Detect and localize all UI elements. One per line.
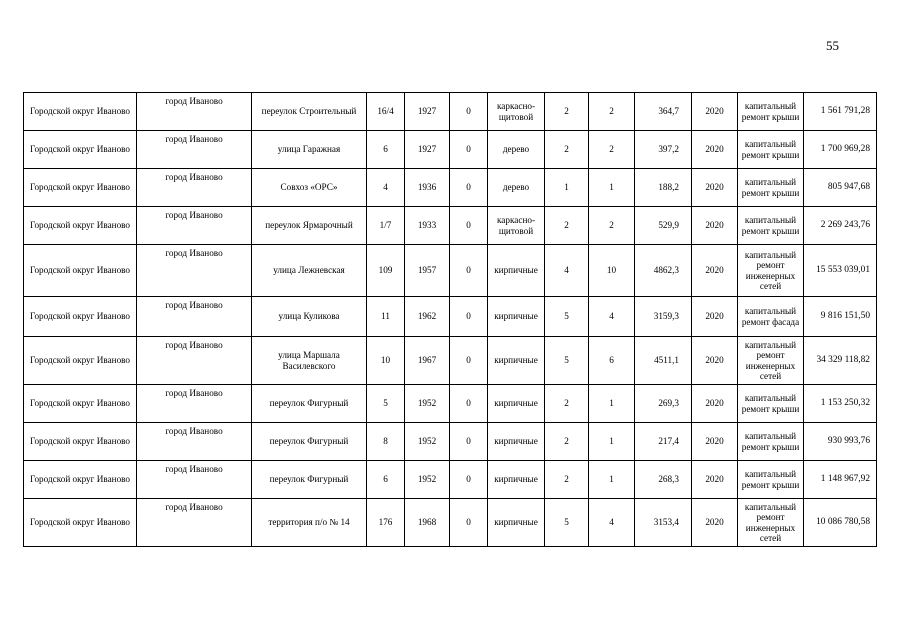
cell-floors: 5: [545, 297, 589, 337]
cell-settlement: город Иваново: [137, 245, 252, 297]
cell-area: 4511,1: [635, 337, 692, 385]
cell-floors: 2: [545, 131, 589, 169]
cell-planned-year: 2020: [692, 169, 738, 207]
table-row: [24, 461, 877, 499]
cell-floors: 5: [545, 337, 589, 385]
cell-work-type: капитальный ремонт крыши: [738, 131, 804, 169]
cell-street: переулок Фигурный: [252, 423, 367, 461]
cell-build-year: 1927: [405, 93, 450, 131]
cell-wall-material: каркасно-щитовой: [488, 207, 545, 245]
cell-street: переулок Строительный: [252, 93, 367, 131]
cell-commission-year: 0: [450, 207, 488, 245]
cell-cost: 10 086 780,58: [804, 499, 877, 547]
cell-commission-year: 0: [450, 385, 488, 423]
cell-build-year: 1968: [405, 499, 450, 547]
cell-entrances: 4: [589, 297, 635, 337]
cell-area: 269,3: [635, 385, 692, 423]
cell-floors: 4: [545, 245, 589, 297]
cell-area: 188,2: [635, 169, 692, 207]
cell-street: переулок Ярмарочный: [252, 207, 367, 245]
cell-cost: 1 148 967,92: [804, 461, 877, 499]
cell-commission-year: 0: [450, 297, 488, 337]
register-body: [24, 93, 877, 547]
cell-house-number: 16/4: [367, 93, 405, 131]
cell-area: 3159,3: [635, 297, 692, 337]
table-row: [24, 297, 877, 337]
cell-area: 364,7: [635, 93, 692, 131]
cell-street: улица Лежневская: [252, 245, 367, 297]
cell-municipality: Городской округ Иваново: [24, 423, 137, 461]
cell-commission-year: 0: [450, 245, 488, 297]
table-row: [24, 169, 877, 207]
cell-house-number: 5: [367, 385, 405, 423]
cell-entrances: 10: [589, 245, 635, 297]
cell-work-type: капитальный ремонт крыши: [738, 169, 804, 207]
cell-work-type: капитальный ремонт инженерных сетей: [738, 499, 804, 547]
cell-entrances: 1: [589, 169, 635, 207]
cell-wall-material: дерево: [488, 131, 545, 169]
cell-cost: 15 553 039,01: [804, 245, 877, 297]
cell-house-number: 109: [367, 245, 405, 297]
cell-house-number: 11: [367, 297, 405, 337]
cell-area: 529,9: [635, 207, 692, 245]
cell-floors: 2: [545, 461, 589, 499]
cell-build-year: 1967: [405, 337, 450, 385]
cell-house-number: 1/7: [367, 207, 405, 245]
cell-planned-year: 2020: [692, 245, 738, 297]
cell-commission-year: 0: [450, 499, 488, 547]
cell-municipality: Городской округ Иваново: [24, 499, 137, 547]
table-row: [24, 245, 877, 297]
cell-settlement: город Иваново: [137, 499, 252, 547]
cell-area: 268,3: [635, 461, 692, 499]
cell-commission-year: 0: [450, 423, 488, 461]
cell-street: переулок Фигурный: [252, 385, 367, 423]
cell-build-year: 1952: [405, 423, 450, 461]
table-row: [24, 499, 877, 547]
cell-cost: 1 153 250,32: [804, 385, 877, 423]
cell-planned-year: 2020: [692, 337, 738, 385]
cell-municipality: Городской округ Иваново: [24, 461, 137, 499]
cell-house-number: 4: [367, 169, 405, 207]
cell-build-year: 1952: [405, 461, 450, 499]
cell-wall-material: кирпичные: [488, 297, 545, 337]
cell-street: улица Куликова: [252, 297, 367, 337]
cell-floors: 2: [545, 93, 589, 131]
cell-work-type: капитальный ремонт инженерных сетей: [738, 245, 804, 297]
cell-municipality: Городской округ Иваново: [24, 337, 137, 385]
cell-settlement: город Иваново: [137, 207, 252, 245]
cell-work-type: капитальный ремонт крыши: [738, 423, 804, 461]
cell-work-type: капитальный ремонт крыши: [738, 385, 804, 423]
cell-settlement: город Иваново: [137, 297, 252, 337]
cell-street: территория п/о № 14: [252, 499, 367, 547]
cell-house-number: 10: [367, 337, 405, 385]
cell-floors: 2: [545, 385, 589, 423]
cell-cost: 1 561 791,28: [804, 93, 877, 131]
cell-wall-material: каркасно-щитовой: [488, 93, 545, 131]
cell-settlement: город Иваново: [137, 131, 252, 169]
cell-area: 3153,4: [635, 499, 692, 547]
cell-house-number: 8: [367, 423, 405, 461]
cell-entrances: 4: [589, 499, 635, 547]
cell-commission-year: 0: [450, 461, 488, 499]
cell-build-year: 1933: [405, 207, 450, 245]
cell-floors: 1: [545, 169, 589, 207]
cell-municipality: Городской округ Иваново: [24, 131, 137, 169]
cell-work-type: капитальный ремонт фасада: [738, 297, 804, 337]
cell-work-type: капитальный ремонт крыши: [738, 207, 804, 245]
cell-planned-year: 2020: [692, 499, 738, 547]
cell-planned-year: 2020: [692, 131, 738, 169]
table-row: [24, 385, 877, 423]
cell-entrances: 6: [589, 337, 635, 385]
cell-wall-material: дерево: [488, 169, 545, 207]
cell-planned-year: 2020: [692, 461, 738, 499]
table-row: [24, 93, 877, 131]
cell-cost: 930 993,76: [804, 423, 877, 461]
cell-settlement: город Иваново: [137, 461, 252, 499]
cell-planned-year: 2020: [692, 93, 738, 131]
cell-settlement: город Иваново: [137, 423, 252, 461]
cell-house-number: 6: [367, 131, 405, 169]
cell-build-year: 1952: [405, 385, 450, 423]
table-row: [24, 337, 877, 385]
cell-cost: 2 269 243,76: [804, 207, 877, 245]
table-row: [24, 423, 877, 461]
cell-municipality: Городской округ Иваново: [24, 169, 137, 207]
cell-municipality: Городской округ Иваново: [24, 297, 137, 337]
cell-cost: 9 816 151,50: [804, 297, 877, 337]
cell-municipality: Городской округ Иваново: [24, 207, 137, 245]
cell-wall-material: кирпичные: [488, 499, 545, 547]
cell-planned-year: 2020: [692, 385, 738, 423]
cell-entrances: 1: [589, 423, 635, 461]
cell-cost: 1 700 969,28: [804, 131, 877, 169]
cell-commission-year: 0: [450, 93, 488, 131]
cell-work-type: капитальный ремонт крыши: [738, 93, 804, 131]
cell-commission-year: 0: [450, 337, 488, 385]
cell-street: Совхоз «ОРС»: [252, 169, 367, 207]
table-row: [24, 207, 877, 245]
cell-commission-year: 0: [450, 169, 488, 207]
cell-entrances: 2: [589, 93, 635, 131]
cell-floors: 5: [545, 499, 589, 547]
cell-house-number: 6: [367, 461, 405, 499]
cell-area: 4862,3: [635, 245, 692, 297]
cell-planned-year: 2020: [692, 423, 738, 461]
cell-build-year: 1962: [405, 297, 450, 337]
cell-house-number: 176: [367, 499, 405, 547]
cell-work-type: капитальный ремонт крыши: [738, 461, 804, 499]
cell-entrances: 2: [589, 131, 635, 169]
cell-work-type: капитальный ремонт инженерных сетей: [738, 337, 804, 385]
cell-street: улица Гаражная: [252, 131, 367, 169]
cell-wall-material: кирпичные: [488, 385, 545, 423]
cell-wall-material: кирпичные: [488, 423, 545, 461]
cell-municipality: Городской округ Иваново: [24, 93, 137, 131]
cell-build-year: 1927: [405, 131, 450, 169]
cell-build-year: 1936: [405, 169, 450, 207]
repair-register-table: [23, 92, 877, 547]
cell-cost: 805 947,68: [804, 169, 877, 207]
cell-settlement: город Иваново: [137, 385, 252, 423]
cell-commission-year: 0: [450, 131, 488, 169]
cell-planned-year: 2020: [692, 297, 738, 337]
cell-settlement: город Иваново: [137, 169, 252, 207]
cell-entrances: 1: [589, 385, 635, 423]
cell-settlement: город Иваново: [137, 337, 252, 385]
cell-municipality: Городской округ Иваново: [24, 245, 137, 297]
cell-entrances: 2: [589, 207, 635, 245]
cell-wall-material: кирпичные: [488, 461, 545, 499]
cell-wall-material: кирпичные: [488, 245, 545, 297]
cell-floors: 2: [545, 423, 589, 461]
cell-settlement: город Иваново: [137, 93, 252, 131]
cell-cost: 34 329 118,82: [804, 337, 877, 385]
cell-floors: 2: [545, 207, 589, 245]
cell-area: 217,4: [635, 423, 692, 461]
page-number: 55: [826, 38, 839, 53]
cell-planned-year: 2020: [692, 207, 738, 245]
cell-street: переулок Фигурный: [252, 461, 367, 499]
cell-street: улица Маршала Василевского: [252, 337, 367, 385]
cell-municipality: Городской округ Иваново: [24, 385, 137, 423]
cell-entrances: 1: [589, 461, 635, 499]
cell-wall-material: кирпичные: [488, 337, 545, 385]
table-row: [24, 131, 877, 169]
cell-build-year: 1957: [405, 245, 450, 297]
cell-area: 397,2: [635, 131, 692, 169]
